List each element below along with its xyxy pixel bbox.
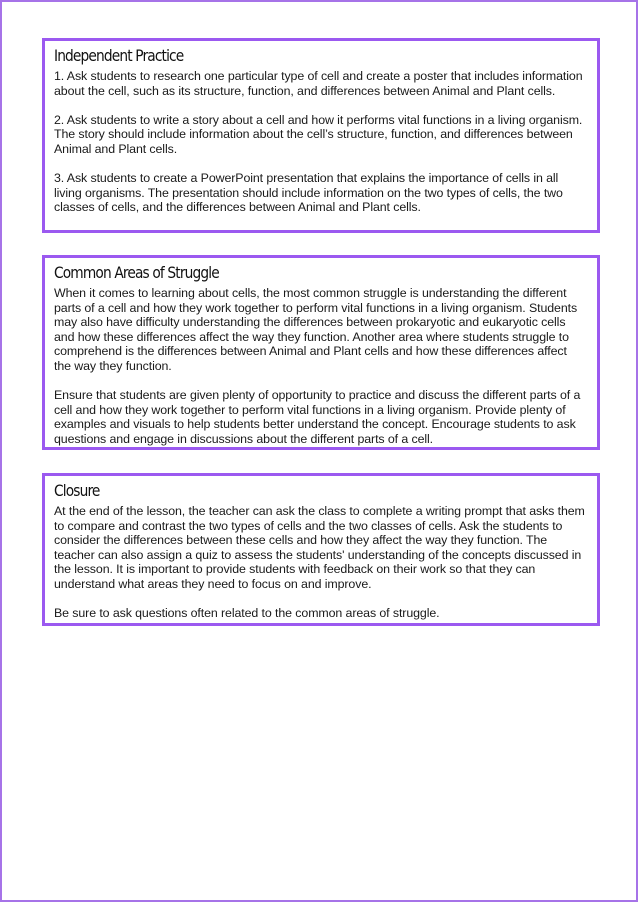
- section-paragraph: When it comes to learning about cells, the most common struggle is understanding the different parts of a cell and how they work together to perform vital functions in a living organism. Students may also have difficulty understanding the differences between prokaryotic and eukaryotic cells and how these differences affect the way they function. Another area where students struggle to comprehend is the differences between Animal and Plant cells and how these differences affect the way they function.: [54, 286, 578, 373]
- section-title: Independent Practice: [54, 46, 184, 65]
- section-paragraph: Ensure that students are given plenty of opportunity to practice and discuss the different parts of a cell and how they work together to perform vital functions in a living organism. Provide plenty of examples and visuals to help students better understand the concept. Encourage students to ask questions and engage in discussions about the different parts of a cell.: [54, 388, 581, 446]
- section-title: Common Areas of Struggle: [54, 263, 219, 282]
- section-paragraph: Be sure to ask questions often related to the common areas of struggle.: [54, 606, 440, 621]
- independent-practice-section: [42, 38, 600, 233]
- section-paragraph: 2. Ask students to write a story about a cell and how it performs vital functions in a living organism. The story should include information about the cell’s structure, function, and differences between Animal and Plant cells.: [54, 112, 583, 156]
- section-paragraph: 3. Ask students to create a PowerPoint presentation that explains the importance of cells in all living organisms. The presentation should include information on the two types of cells, the two classes of cells, and the differences between Animal and Plant cells.: [54, 171, 563, 215]
- section-title: Closure: [54, 481, 100, 500]
- closure-section: [42, 473, 600, 626]
- section-paragraph: 1. Ask students to research one particular type of cell and create a poster that includes information about the cell, such as its structure, function, and differences between Animal and Plant cells.: [54, 69, 583, 98]
- common-areas-of-struggle-section: [42, 255, 600, 450]
- section-paragraph: At the end of the lesson, the teacher can ask the class to complete a writing prompt that asks them to compare and contrast the two types of cells and the two classes of cells. Ask the students to consider the differences between these cells and how they affect the way they function. The teacher can also assign a quiz to assess the students' understanding of the concepts discussed in the lesson. It is important to provide students with feedback on their work so that they can understand what areas they need to focus on and improve.: [54, 504, 585, 591]
